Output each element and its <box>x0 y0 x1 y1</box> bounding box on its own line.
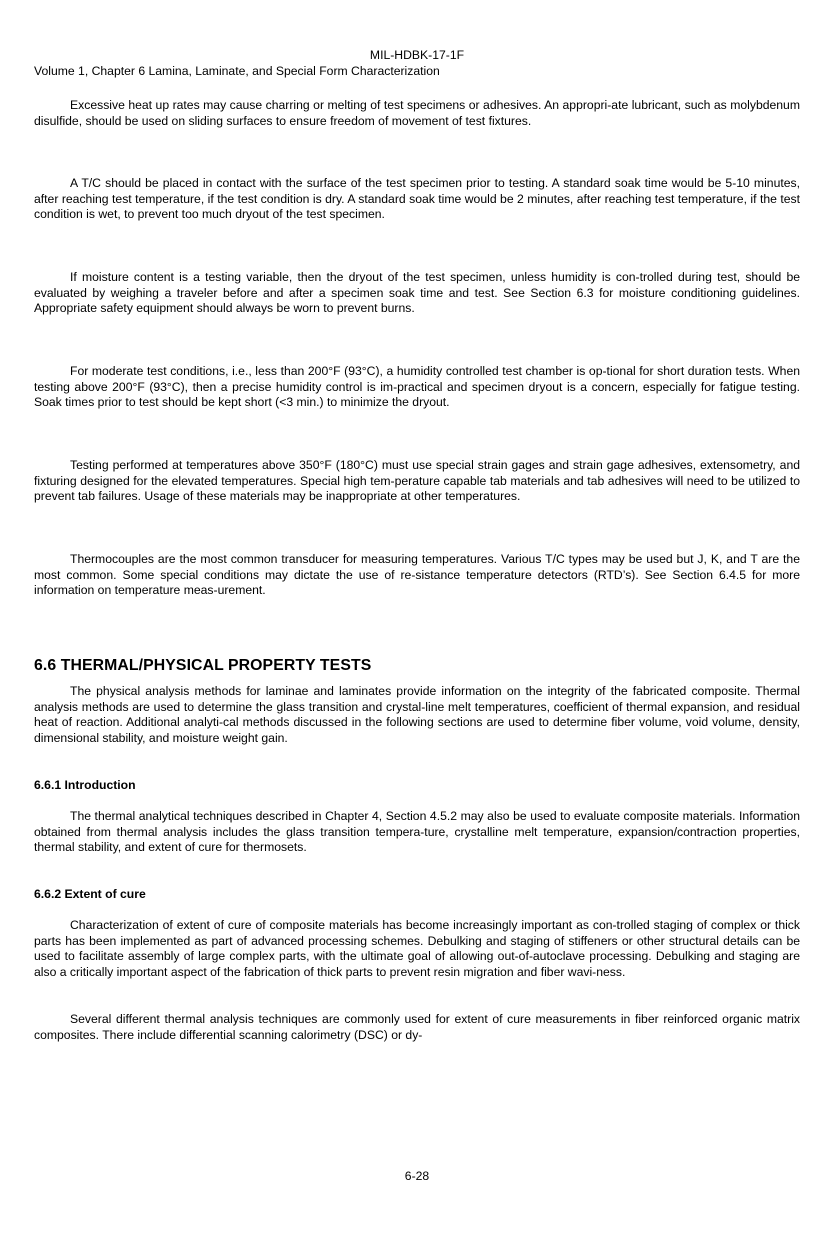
subsection-heading-introduction: 6.6.1 Introduction <box>34 778 136 792</box>
section-heading: 6.6 THERMAL/PHYSICAL PROPERTY TESTS <box>34 657 372 674</box>
paragraph-thermal-techniques: Several different thermal analysis techniques are commonly used for extent of cure measurements in fiber reinforced organic matrix composites. There include differential scanning calorimetry (DSC) or dy- <box>34 1012 800 1042</box>
paragraph-thermal-analytical: The thermal analytical techniques described in Chapter 4, Section 4.5.2 may also be used to evaluate composite materials. Information obtained from thermal analysis includes the glass transition tempera-ture, crystalline melt temperature, expansion/contraction properties, thermal stability, and extent of cure for thermosets. <box>34 809 800 855</box>
section-intro-paragraph: The physical analysis methods for laminae and laminates provide information on the integrity of the fabricated composite. Thermal analysis methods are used to determine the glass transition and crystal-line melt temperatures, coefficient of thermal expansion, and residual heat of reaction. Additional analyti-cal methods discussed in the following sections are used to determine fiber volume, void volume, density, dimensional stability, and moisture weight gain. <box>34 684 800 745</box>
document-id-header: MIL-HDBK-17-1F <box>369 48 465 62</box>
chapter-header: Volume 1, Chapter 6 Lamina, Laminate, and Special Form Characterization <box>34 64 440 78</box>
paragraph-thermocouples: Thermocouples are the most common transducer for measuring temperatures. Various T/C types may be used but J, K, and T are the most common. Some special conditions may dictate the use of re-sistance temperature detectors (RTD’s). See Section 6.4.5 for more information on temperature meas-urement. <box>34 552 800 598</box>
paragraph-cure-characterization: Characterization of extent of cure of composite materials has become increasingly important as con-trolled staging of complex or thick parts has been implemented as part of advanced processing schemes. Debulking and staging of stiffeners or other structural details can be used to facilitate assembly of large complex parts, with the ultimate goal of allowing out-of-autoclave processing. Debulking and staging are also a critically important aspect of the fabrication of thick parts to prevent resin migration and fiber wavi-ness. <box>34 918 800 979</box>
paragraph-thermocouple-placement: A T/C should be placed in contact with the surface of the test specimen prior to testing. A standard soak time would be 5-10 minutes, after reaching test temperature, if the test condition is dry. A standard soak time would be 2 minutes, after reaching test temperature, if the test condition is wet, to prevent too much dryout of the test specimen. <box>34 176 800 222</box>
paragraph-moisture-content: If moisture content is a testing variable, then the dryout of the test specimen, unless humidity is con-trolled during test, should be evaluated by weighing a traveler before and after a specimen soak time and test. See Section 6.3 for moisture conditioning guidelines. Appropriate safety equipment should always be worn to prevent burns. <box>34 270 800 316</box>
paragraph-high-temperature: Testing performed at temperatures above 350°F (180°C) must use special strain gages and strain gage adhesives, extensometry, and fixturing designed for the elevated temperatures. Special high tem-perature capable tab materials and tab adhesives will need to be utilized to prevent tab failures. Usage of these materials may be inappropriate at other temperatures. <box>34 458 800 504</box>
subsection-heading-extent-of-cure: 6.6.2 Extent of cure <box>34 887 146 901</box>
paragraph-moderate-conditions: For moderate test conditions, i.e., less than 200°F (93°C), a humidity controlled test chamber is op-tional for short duration tests. When testing above 200°F (93°C), then a precise humidity control is im-practical and specimen dryout is a concern, especially for fatigue testing. Soak times prior to test should be kept short (<3 min.) to minimize the dryout. <box>34 364 800 410</box>
page-number: 6-28 <box>404 1169 430 1183</box>
paragraph-heat-rates: Excessive heat up rates may cause charring or melting of test specimens or adhesives. An appropri-ate lubricant, such as molybdenum disulfide, should be used on sliding surfaces to ensure freedom of movement of test fixtures. <box>34 98 800 128</box>
